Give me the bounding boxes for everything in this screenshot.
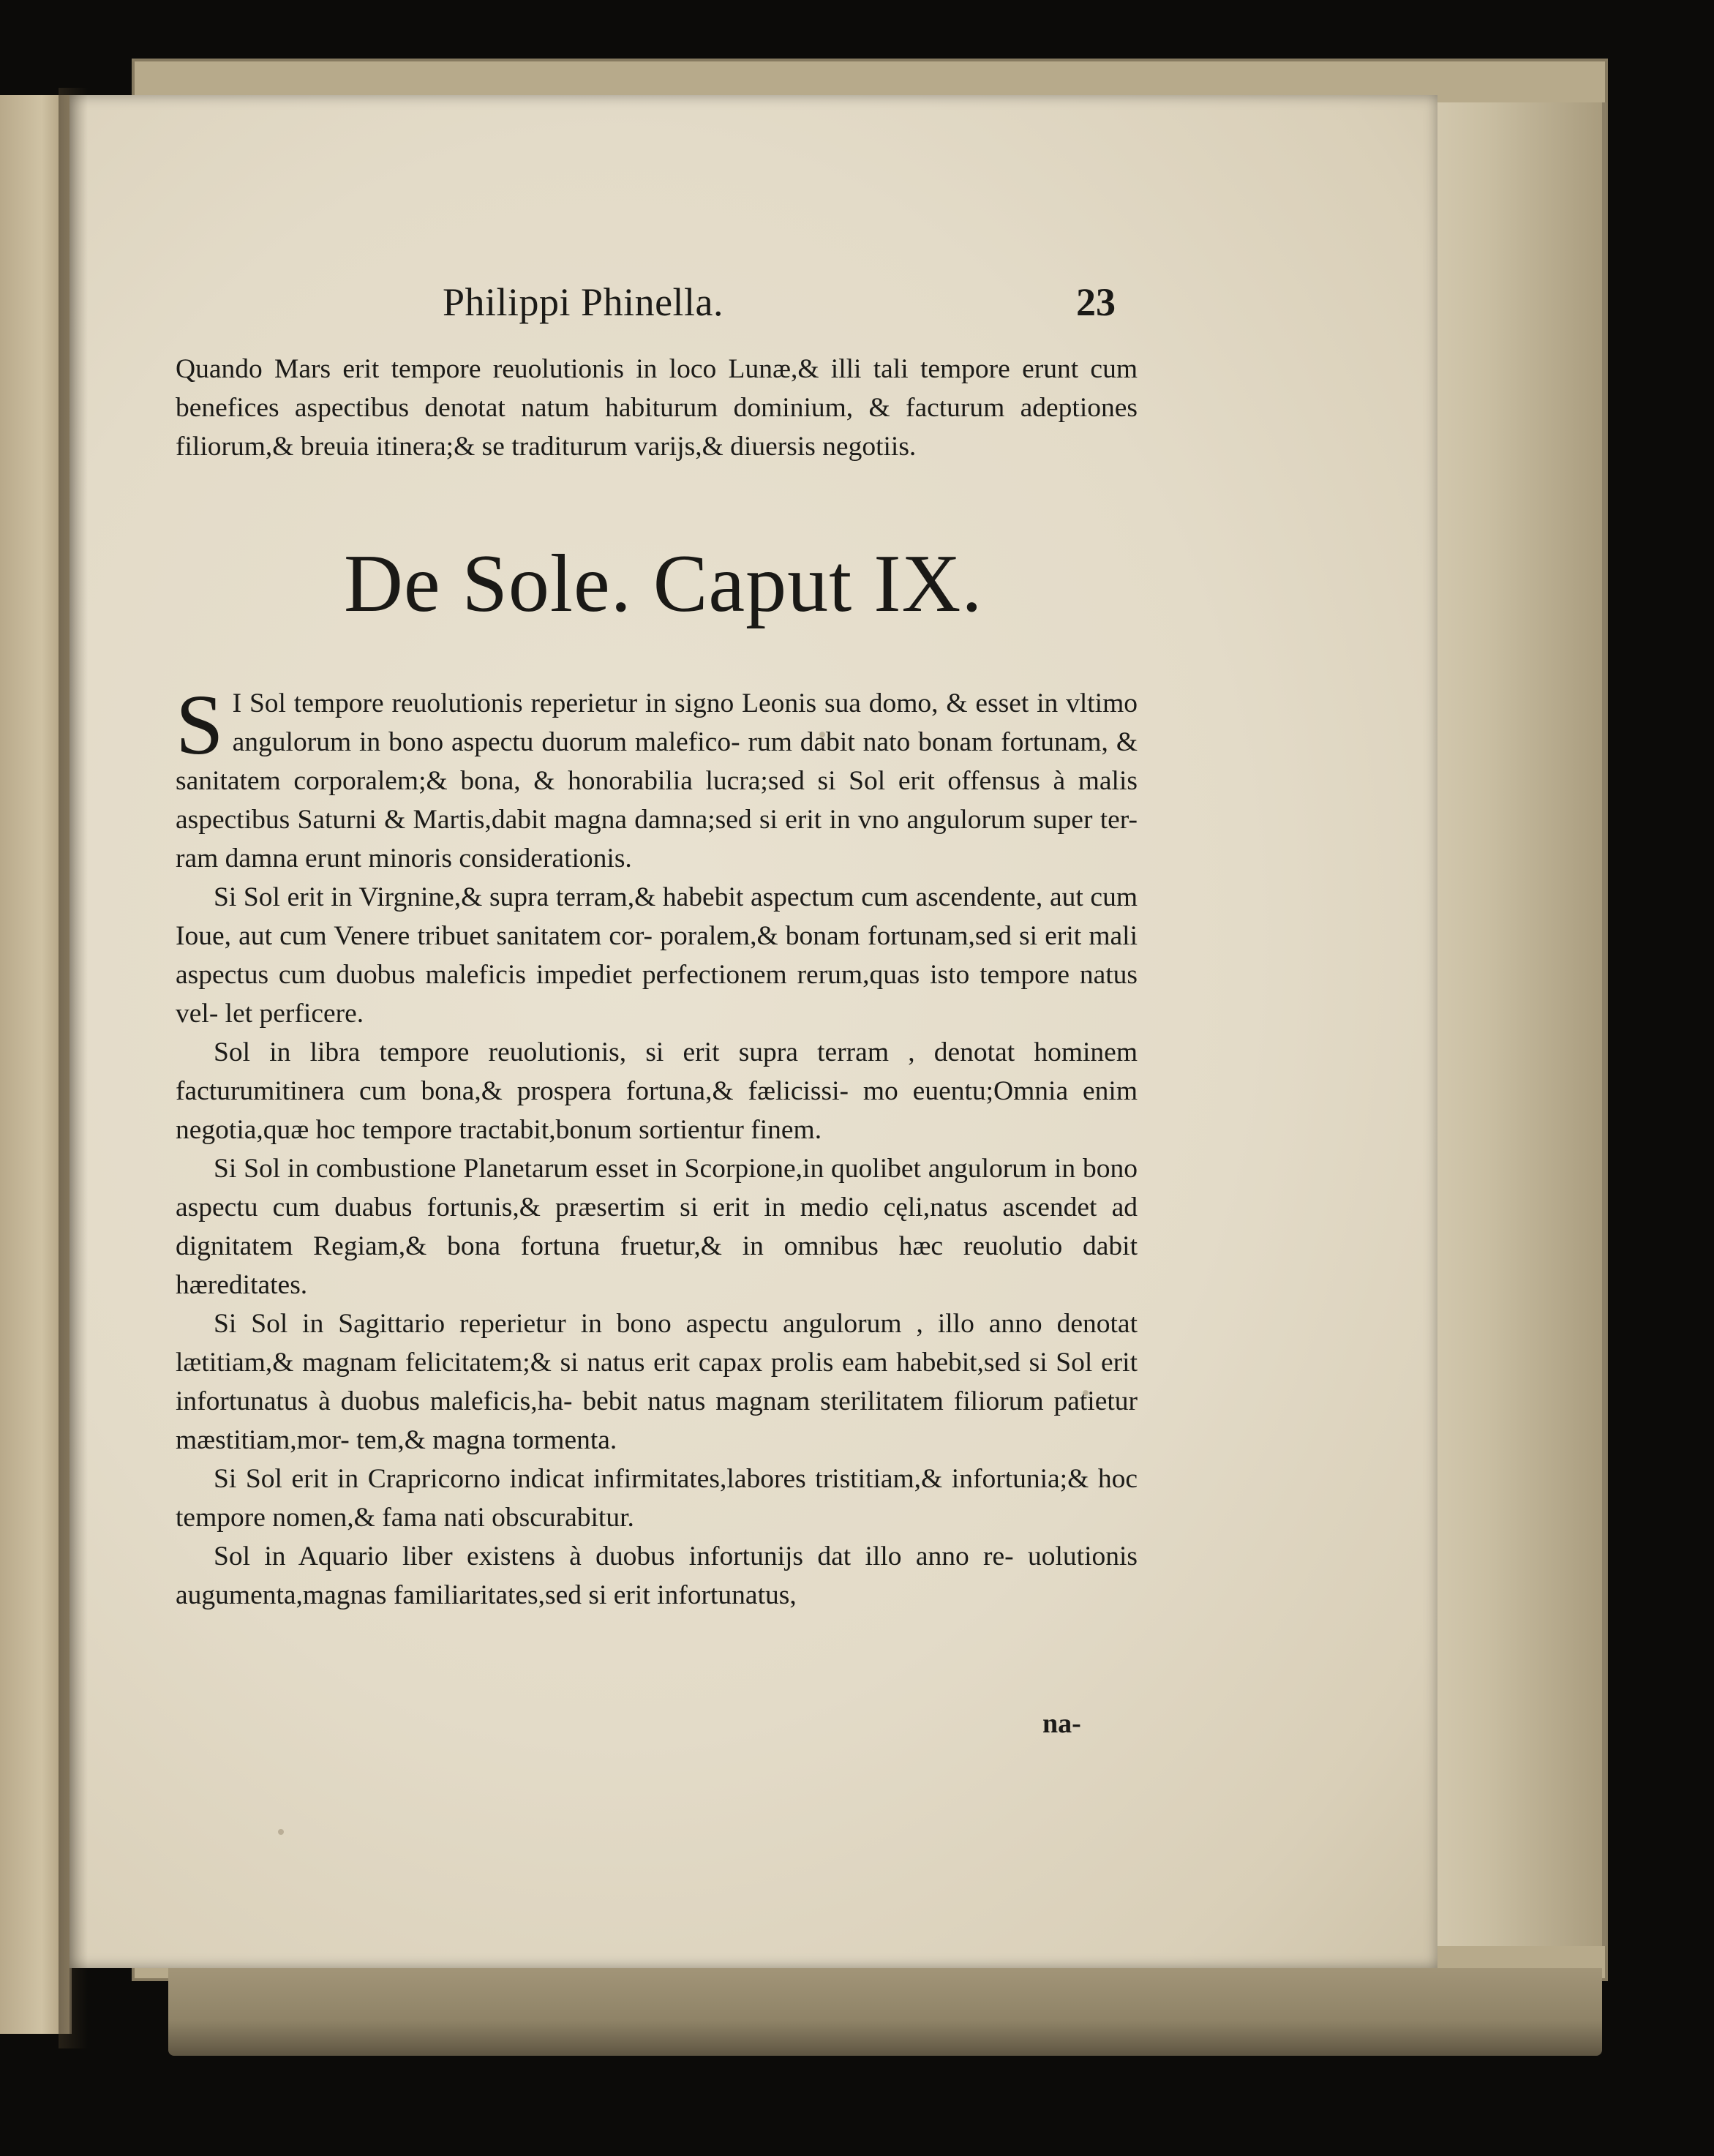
paper-fleck: [278, 1829, 284, 1835]
body-paragraph: Sol in libra tempore reuolutionis, si erit supra terram , denotat hominem facturumitinera cum bona,& prospera fortuna,& fælicissi- mo euentu;Omnia enim negotia,quæ hoc tempore tractabit,bonum sortientur finem.: [176, 1037, 1138, 1145]
body-paragraph: Si Sol in Sagittario reperietur in bono aspectu angulorum , illo anno denotat lætitiam,& magnam felicitatem;& si natus erit capax prolis eam habebit,sed si Sol erit infortunatus à duobus maleficis,ha- bebit natus magnam sterilitatem filiorum patietur mæstitiam,mor- tem,& magna tormenta.: [176, 1309, 1138, 1455]
chapter-heading: De Sole. Caput IX.: [344, 538, 983, 629]
body-paragraph: Sol in Aquario liber existens à duobus infortunijs dat illo anno re- uolutionis augumenta,magnas familiaritates,sed si erit infortunatus,: [176, 1541, 1138, 1610]
body-paragraph: Si Sol erit in Crapricorno indicat infirmitates,labores tristitiam,& infortunia;& hoc tempore nomen,& fama nati obscurabitur.: [176, 1464, 1138, 1533]
running-header: [443, 279, 1159, 331]
book-bottom-edge: [168, 1968, 1602, 2056]
intro-paragraph-block: [176, 350, 1138, 466]
page-edges: [1412, 102, 1606, 1946]
intro-paragraph: Quando Mars erit tempore reuolutionis in loco Lunæ,& illi tali tempore erunt cum benefices aspectibus denotat natum habiturum dominium, & facturum adeptiones filiorum,& breuia itinera;& se traditurum varijs,& diuersis negotiis.: [176, 354, 1138, 462]
catchword: na-: [1042, 1708, 1081, 1739]
drop-cap: S: [176, 677, 224, 773]
gutter-shadow: [59, 88, 88, 2048]
body-paragraph: Si Sol in combustione Planetarum esset in Scorpione,in quolibet angulorum in bono aspectu cum duabus fortunis,& præsertim si erit in medio cęli,natus ascendet ad dignitatem Regiam,& bona fortuna fruetur,& in omnibus hæc reuolutio dabit hæreditates.: [176, 1154, 1138, 1300]
running-title: Philippi Phinella.: [443, 280, 724, 324]
body-paragraph: [176, 677, 1138, 878]
body-paragraph-text: I Sol tempore reuolutionis reperietur in signo Leonis sua domo, & esset in vltimo angulorum in bono aspectu duorum malefico- rum dabit nato bonam fortunam, & sanitatem corporalem;& bona, & honorabilia lucra;sed si Sol erit offensus à malis aspectibus Saturni & Martis,dabit magna damna;sed si erit in vno angulorum super ter- ram damna erunt minoris considerationis.: [176, 688, 1138, 874]
chapter-body: [176, 677, 1138, 1615]
body-paragraph: Si Sol erit in Virgnine,& supra terram,& habebit aspectum cum ascendente, aut cum Ioue, aut cum Venere tribuet sanitatem cor- poralem,& bonam fortunam,sed si erit mali aspectus cum duobus maleficis impediet perfectionem rerum,quas isto tempore natus vel- let perficere.: [176, 882, 1138, 1029]
page-number: 23: [1076, 280, 1116, 324]
